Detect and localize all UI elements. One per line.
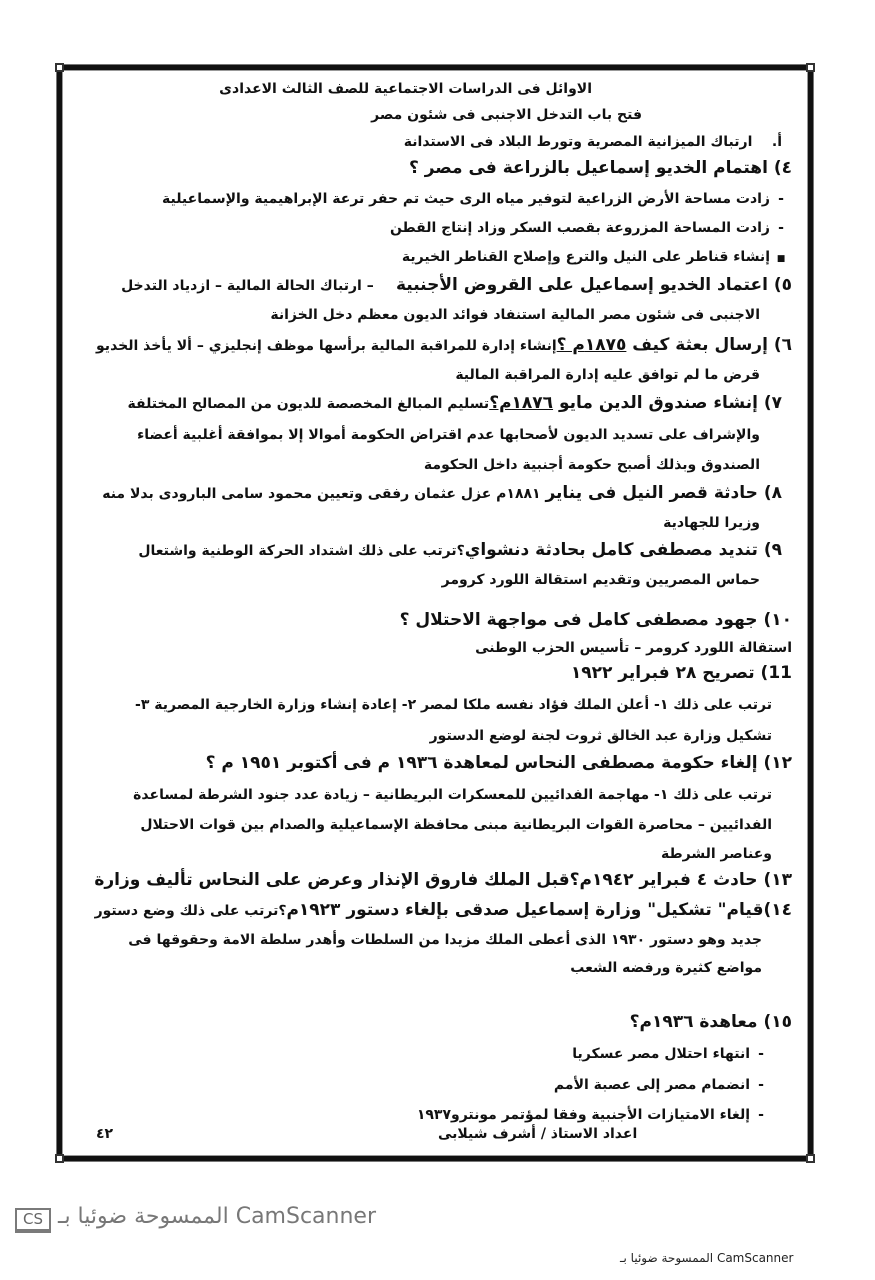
list-item-text: انتهاء احتلال مصر عسكريا <box>572 1046 750 1062</box>
list-item-text: ارتباك الميزانية المصرية وتورط البلاد فى الاستدانة <box>403 134 753 150</box>
question-line <box>138 540 782 561</box>
question-heading: ٤) اهتمام الخديو إسماعيل بالزراعة فى مصر ؟ <box>408 158 792 178</box>
question-heading: ٨) حادثة قصر النيل فى يناير <box>545 483 782 503</box>
question-heading: ٦) إرسال بعثة كيف <box>626 335 792 355</box>
dash-bullet: - <box>758 1046 764 1062</box>
question-heading: ٥) اعتماد الخديو إسماعيل على القروض الأجنبية <box>395 275 792 295</box>
list-item-text: إلغاء الامتيازات الأجنبية وفقا لمؤتمر مونترو١٩٣٧ <box>416 1107 750 1123</box>
list-item <box>402 247 792 269</box>
frame-corner <box>806 63 815 72</box>
author-credit: اعداد الاستاذ / أشرف شيلابى <box>438 1126 638 1142</box>
answer-text: الصندوق وبذلك أصبح حكومة أجنبية داخل الحكومة <box>423 457 760 473</box>
camscanner-watermark-small: الممسوحة ضوئيا بـ CamScanner <box>620 1251 794 1265</box>
answer-text: ١٨٨١م عزل عثمان رفقى وتعيين محمود سامى البارودى بدلا منه <box>102 486 546 502</box>
page-number: ٤٢ <box>96 1126 114 1142</box>
question-line <box>96 335 792 356</box>
question-heading: ٧) إنشاء صندوق الدين مايو <box>553 393 782 413</box>
question-heading: ١٥) معاهدة ١٩٣٦م؟ <box>629 1012 792 1032</box>
list-item <box>417 1105 772 1125</box>
text-line: فتح باب التدخل الاجنبى فى شئون مصر <box>371 107 642 123</box>
question-year: ١٨٧٦م؟ <box>489 393 554 413</box>
frame-corner <box>55 1154 64 1163</box>
answer-text: ؟ترتب على ذلك وضع دستور <box>94 903 287 919</box>
list-item <box>162 189 792 209</box>
list-item-text: زادت المساحة المزروعة بقصب السكر وزاد إنتاج القطن <box>389 220 770 236</box>
frame-corner <box>806 1154 815 1163</box>
page-header-title: الاوائل فى الدراسات الاجتماعية للصف الثالث الاعدادى <box>219 81 592 97</box>
answer-text: ؟ترتب على ذلك اشتداد الحركة الوطنية واشتعال <box>138 543 465 559</box>
list-item-text: إنشاء قناطر على النيل والترع وإصلاح القناطر الخيرية <box>401 249 770 265</box>
frame-corner <box>55 63 64 72</box>
question-line <box>102 483 782 504</box>
question-heading: ١٢) إلغاء حكومة مصطفى النحاس لمعاهدة ١٩٣٦ م فى أكتوبر ١٩٥١ م ؟ <box>205 753 792 773</box>
answer-text: إنشاء إدارة للمراقبة المالية برأسها موظف إنجليزي – ألا يأخذ الخديو <box>96 338 557 354</box>
answer-text: حماس المصريين وتقديم استقالة اللورد كرومر <box>441 572 760 588</box>
answer-text: وعناصر الشرطة <box>660 846 772 862</box>
question-heading: 11) تصريح ٢٨ فبراير ١٩٢٢ <box>570 663 792 683</box>
question-heading: ١٤)قيام" تشكيل" وزارة إسماعيل صدقى بإلغاء دستور ١٩٢٣م <box>286 900 792 920</box>
answer-text: استقالة اللورد كرومر – تأسيس الحزب الوطنى <box>475 640 792 656</box>
question-line <box>128 393 782 414</box>
answer-text: ترتب على ذلك ١- أعلن الملك فؤاد نفسه ملكا لمصر ٢- إعادة إنشاء وزارة الخارجية المصرية ٣- <box>135 697 772 713</box>
answer-text: الاجنبى فى شئون مصر المالية استنفاد فوائد الديون معظم دخل الخزانة <box>270 307 760 323</box>
answer-text: تسليم المبالغ المخصصة للديون من المصالح المختلفة <box>127 396 490 412</box>
list-item-text: زادت مساحة الأرض الزراعية لتوفير مياه الرى حيث تم حفر ترعة الإبراهيمية والإسماعيلية <box>162 191 770 207</box>
question-heading: ١٠) جهود مصطفى كامل فى مواجهة الاحتلال ؟ <box>399 610 792 630</box>
answer-text: تشكيل وزارة عبد الخالق ثروت لجنة لوضع الدستور <box>429 728 772 744</box>
camscanner-watermark: الممسوحة ضوئيا بـ CamScanner <box>58 1204 376 1229</box>
answer-text: ترتب على ذلك ١- مهاجمة الفدائيين للمعسكرات البريطانية – زيادة عدد جنود الشرطة لمساعدة <box>133 787 772 803</box>
list-marker: أ. <box>771 134 782 150</box>
list-item <box>404 132 782 152</box>
question-line <box>95 900 792 921</box>
list-item <box>572 1044 772 1064</box>
dash-bullet: - <box>758 1077 764 1093</box>
answer-text: مواضع كثيرة ورفضه الشعب <box>570 960 762 976</box>
dash-bullet: - <box>758 1107 764 1123</box>
list-item <box>390 218 792 238</box>
answer-text: جديد وهو دستور ١٩٣٠ الذى أعطى الملك مزيدا من السلطات وأهدر سلطة الامة وحقوقها فى <box>128 932 762 948</box>
answer-text: قرض ما لم توافق عليه إدارة المراقبة المالية <box>455 367 760 383</box>
dash-bullet: - <box>778 191 784 207</box>
question-line <box>121 275 792 296</box>
answer-text: وزيرا للجهادية <box>663 515 760 531</box>
square-bullet: ■ <box>776 254 786 264</box>
list-item-text: انضمام مصر إلى عصبة الأمم <box>553 1077 750 1093</box>
question-year: ١٨٧٥م ؟ <box>556 335 627 355</box>
dash-bullet: - <box>778 220 784 236</box>
camscanner-logo-icon: CS <box>15 1208 51 1233</box>
answer-text: والإشراف على تسديد الديون لأصحابها عدم اقتراض الحكومة أموالا إلا بموافقة أغلبية أعضاء <box>137 427 760 443</box>
list-item <box>554 1075 772 1095</box>
answer-text: – ارتباك الحالة المالية – ازدياد التدخل <box>121 278 374 294</box>
question-heading: ٩) تنديد مصطفى كامل بحادثة دنشواي <box>464 540 782 560</box>
question-heading: ١٣) حادث ٤ فبراير ١٩٤٢م؟قبل الملك فاروق الإنذار وعرض على النحاس تأليف وزارة <box>94 870 792 890</box>
answer-text: الفدائيين – محاصرة القوات البريطانية مبنى محافظة الإسماعيلية والصدام بين قوات الاحتلال <box>140 817 772 833</box>
